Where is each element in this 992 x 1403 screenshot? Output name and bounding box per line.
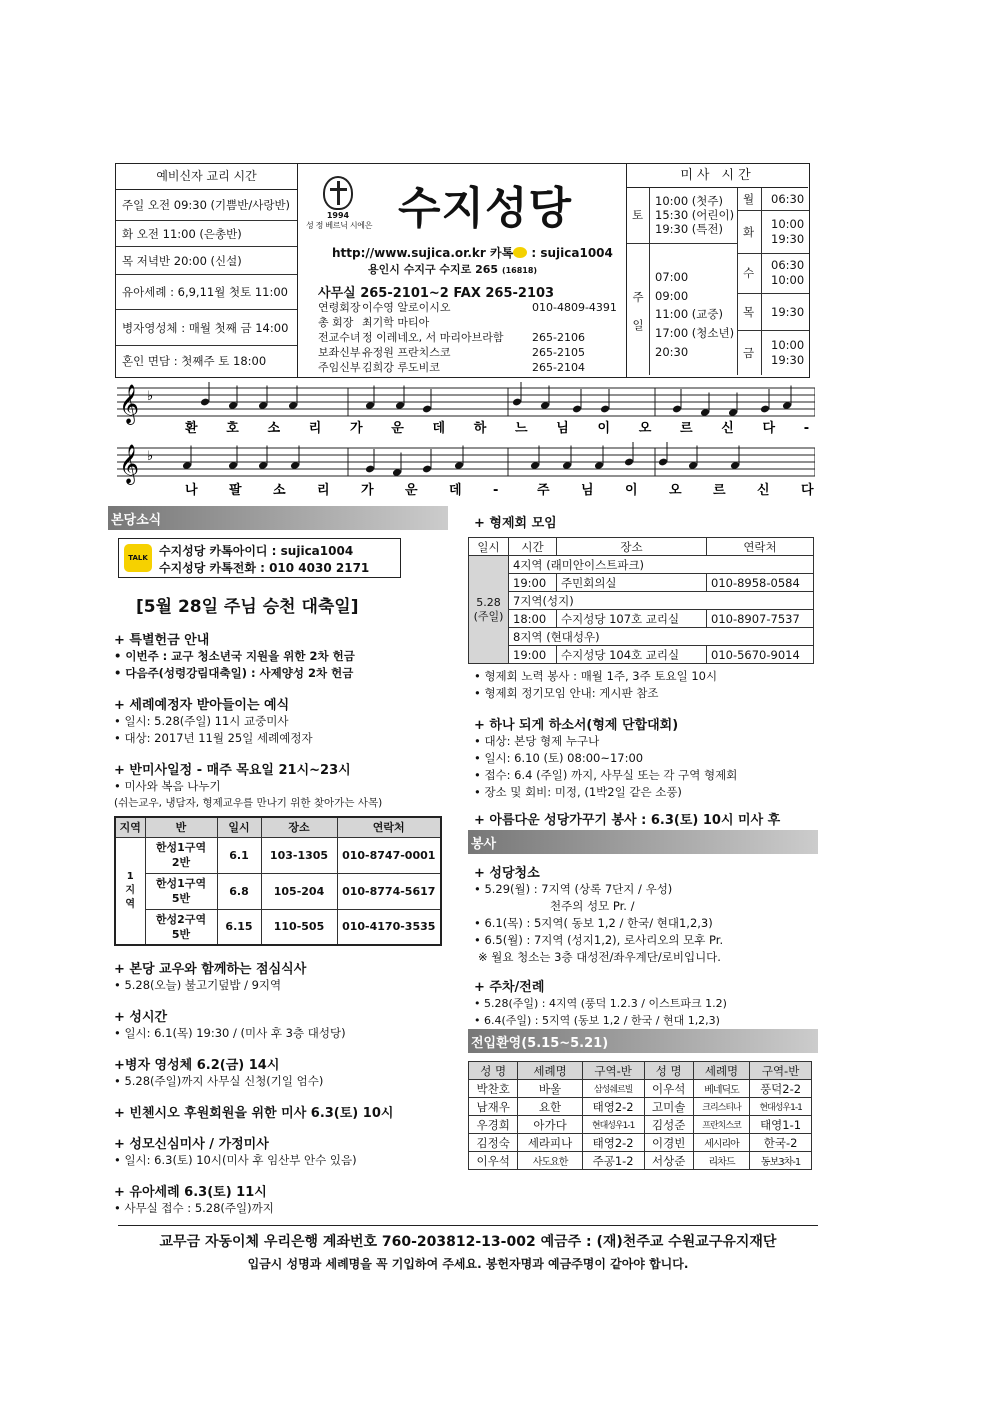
staff-name: 김희강 루도비코 <box>362 361 440 374</box>
name-cell: 이우석 <box>644 1080 693 1098</box>
district-cell: 동보3차-1 <box>750 1152 812 1170</box>
mass-time: 07:00 <box>655 270 689 284</box>
lyric-syllable: 데 <box>432 421 446 436</box>
notice-title: +병자 영성체 6.2(금) 14시 <box>114 1058 280 1073</box>
table-row <box>115 909 441 945</box>
place-cell: 수지성당 107호 교리실 <box>557 610 707 628</box>
place-cell: 주민회의실 <box>557 574 707 592</box>
table-header: 지역 <box>115 817 145 837</box>
district-cell: 주공1-2 <box>582 1152 644 1170</box>
district-cell: 풍덕2-2 <box>750 1080 812 1098</box>
mass-time: 09:00 <box>655 289 689 303</box>
kakao-id: : sujica1004 <box>531 246 613 260</box>
kakao-label: 카톡 <box>490 246 514 260</box>
church-logo <box>306 176 373 231</box>
time-cell: 18:00 <box>509 610 557 628</box>
table-row <box>115 837 441 873</box>
table-row <box>469 556 814 574</box>
mass-day-label: 금 <box>743 346 755 360</box>
mass-title: 미사 시간 <box>627 164 808 188</box>
mass-time: 19:30 (특전) <box>655 222 723 236</box>
notice-title: + 하나 되게 하소서(형제 단합대회) <box>474 718 679 733</box>
lyric-syllable: 신 <box>721 421 734 436</box>
lyric-syllable: 운 <box>391 421 404 436</box>
name-cell: 남재우 <box>469 1098 518 1116</box>
date-cell: 6.8 <box>217 873 261 909</box>
time-cell: 19:00 <box>509 646 557 664</box>
notice-line: 천주의 성모 Pr. / <box>550 899 635 913</box>
lyric-syllable: 하 <box>473 421 487 436</box>
table-row <box>469 1152 812 1170</box>
notice-parking <box>468 976 818 1029</box>
staff-phone: 265-2106 <box>532 331 585 344</box>
section-bar-welcome: 전입환영(5.15~5.21) <box>468 1029 818 1053</box>
catechism-row: 혼인 면담 : 첫째주 토 18:00 <box>122 354 267 368</box>
table-row <box>469 1080 812 1098</box>
lyric-syllable: 데 <box>449 483 462 498</box>
date-cell: 6.1 <box>217 837 261 873</box>
kakao-phone-line: 수지성당 카톡전화 : 010 4030 2171 <box>159 561 370 575</box>
district-cell: 현대성우1-1 <box>582 1116 644 1134</box>
brotherhood-notes <box>468 668 818 702</box>
address-text: 용인시 수지구 수지로 265 <box>368 263 499 276</box>
baptism-cell: 세라피나 <box>518 1134 582 1152</box>
feast-title: [5월 28일 주님 승천 대축일] <box>136 597 359 617</box>
name-cell: 우경희 <box>469 1116 518 1134</box>
lyric-syllable: 르 <box>713 483 726 498</box>
mass-schedule <box>626 164 808 377</box>
phone-cell: 010-5670-9014 <box>707 646 814 664</box>
notice-title: + 유아세례 6.3(토) 11시 <box>114 1185 267 1200</box>
notice-line: • 형제회 정기모임 안내: 게시판 참조 <box>474 686 659 700</box>
district-cell: 태영2-2 <box>582 1098 644 1116</box>
ban-cell: 한성2구역 5반 <box>145 909 217 945</box>
lyric-syllable: 팔 <box>229 483 242 498</box>
right-column <box>468 512 818 1170</box>
notice-line: • 일시: 6.10 (토) 08:00~17:00 <box>474 751 644 765</box>
name-cell: 고미솔 <box>644 1098 693 1116</box>
name-cell: 김성준 <box>644 1116 693 1134</box>
deposit-note: 입금시 성명과 세례명을 꼭 기입하여 주세요. 봉헌자명과 예금주명이 같아야 합니다. <box>247 1257 689 1271</box>
staff-role: 보좌신부 <box>318 346 361 359</box>
phone-cell: 010-8747-0001 <box>337 837 441 873</box>
mass-time: 17:00 (청소년) <box>655 326 735 340</box>
notice-line: • 6.4(주일) : 5지역 (동보 1,2 / 한국 / 현대 1,2,3) <box>474 1014 720 1027</box>
staff-role: 주임신부 <box>318 361 361 374</box>
zip-code: (16818) <box>501 266 538 275</box>
baptism-cell: 세시리아 <box>693 1134 749 1152</box>
catechism-row: 유아세례 : 6,9,11월 첫토 11:00 <box>116 275 297 310</box>
notice-title: + 성당청소 <box>474 866 540 881</box>
notice-note: (쉬는교우, 냉담자, 형제교우를 만나기 위한 찾아가는 사목) <box>114 797 383 809</box>
table-header: 연락처 <box>707 538 814 556</box>
notice-line: • 5.28(주일) : 4지역 (풍덕 1.2.3 / 이스트파크 1.2) <box>474 997 727 1010</box>
notice-unity-event <box>468 714 818 801</box>
table-row <box>469 628 814 646</box>
mass-day-label: 토 <box>632 208 644 222</box>
mass-table <box>627 188 808 375</box>
table-row <box>469 1098 812 1116</box>
table-row <box>469 610 814 628</box>
staff-name: 유정원 프란치스코 <box>362 346 451 359</box>
lyric-syllable: 님 <box>581 483 594 498</box>
table-header-row <box>469 1062 812 1080</box>
notice-title: + 성시간 <box>114 1010 168 1025</box>
lyric-syllable: 이 <box>597 421 611 436</box>
lyric-syllable: 르 <box>680 421 693 436</box>
kakao-box <box>118 538 401 578</box>
lyric-syllable: 운 <box>405 483 418 498</box>
staff-row <box>318 330 617 345</box>
staff-row <box>318 315 617 330</box>
staff-phone: 265-2104 <box>532 361 585 374</box>
district-cell: 한국-2 <box>750 1134 812 1152</box>
mass-time: 19:30 <box>771 353 805 367</box>
catechism-row: 병자영성체 : 매월 첫째 금 14:00 <box>116 310 297 346</box>
url-line <box>332 244 613 261</box>
mass-time: 20:30 <box>655 345 689 359</box>
notice-line: • 6.5(월) : 7지역 (성지1,2), 로사리오의 모후 Pr. <box>474 933 724 947</box>
notice-sick-communion <box>108 1054 448 1090</box>
region-cell: 1 지 역 <box>115 837 145 945</box>
table-row <box>469 646 814 664</box>
header-box <box>115 163 810 378</box>
lyric-syllable: 주 <box>537 483 550 498</box>
table-header: 장소 <box>261 817 337 837</box>
section-bar-parish-news: 본당소식 <box>108 506 448 530</box>
table-header: 일시 <box>469 538 509 556</box>
staff-name: 이수영 알로이시오 <box>362 301 451 314</box>
notice-holy-hour <box>108 1006 448 1042</box>
baptism-cell: 요한 <box>518 1098 582 1116</box>
table-header: 세례명 <box>693 1062 749 1080</box>
staff-phone: 010-4809-4391 <box>532 301 617 314</box>
kakao-talk-icon: TALK <box>124 544 152 572</box>
notice-cleaning <box>468 862 818 966</box>
kakao-icon <box>513 247 527 258</box>
ban-cell: 한성1구역 2반 <box>145 837 217 873</box>
catechism-row: 화 오전 11:00 (은총반) <box>116 221 297 247</box>
notice-line: ※ 월요 청소는 3층 대성전/좌우계단/로비입니다. <box>478 950 721 964</box>
mass-time: 11:00 (교중) <box>655 307 723 321</box>
name-cell: 박찬호 <box>469 1080 518 1098</box>
lyric-syllable: 느 <box>515 421 528 436</box>
place-cell: 105-204 <box>261 873 337 909</box>
notice-title: + 특별헌금 안내 <box>114 633 210 648</box>
mass-time: 19:30 <box>771 232 805 246</box>
table-header-row <box>469 538 814 556</box>
mass-time: 06:30 <box>771 192 805 206</box>
table-row <box>469 592 814 610</box>
footer <box>118 1225 818 1272</box>
staff-row <box>318 345 617 360</box>
mass-time: 10:00 (첫주) <box>655 194 723 208</box>
catechism-row: 주일 오전 09:30 (기쁨반/사랑반) <box>116 190 297 221</box>
mass-time: 19:30 <box>771 305 805 319</box>
mass-day-label: 주 일 <box>632 290 644 332</box>
place-cell: 103-1305 <box>261 837 337 873</box>
lyric-syllable: 가 <box>361 483 374 498</box>
phone-cell: 010-8907-7537 <box>707 610 814 628</box>
kakao-id-line: 수지성당 카톡아이디 : sujica1004 <box>159 544 354 558</box>
staff-name: 정 이레네오, 서 마리아브라함 <box>362 331 504 344</box>
bank-transfer-line: 교무금 자동이체 우리은행 계좌번호 760-203812-13-002 예금주 : (재)천주교 수원교구유지재단 <box>159 1234 777 1250</box>
notice-line: • 5.28(오늘) 불고기덮밥 / 9지역 <box>114 978 282 992</box>
staff-role: 전교수녀 <box>318 331 361 344</box>
website-link[interactable]: http://www.sujica.or.kr <box>332 246 486 260</box>
table-header: 반 <box>145 817 217 837</box>
name-cell: 이경빈 <box>644 1134 693 1152</box>
notice-line: • 대상: 본당 형제 누구나 <box>474 734 600 748</box>
baptism-cell: 아가다 <box>518 1116 582 1134</box>
ban-cell: 한성1구역 5반 <box>145 873 217 909</box>
lyric-syllable: 환 <box>185 421 198 436</box>
place-cell: 수지성당 104호 교리실 <box>557 646 707 664</box>
name-cell: 서상준 <box>644 1152 693 1170</box>
phone-cell: 010-8958-0584 <box>707 574 814 592</box>
mass-time: 10:00 <box>771 273 805 287</box>
church-name: 수지성당 <box>398 183 573 234</box>
cross-icon <box>323 176 353 210</box>
notice-lunch <box>108 958 448 994</box>
catechism-title: 예비신자 교리 시간 <box>116 164 297 190</box>
baptism-cell: 바울 <box>518 1080 582 1098</box>
table-header: 장소 <box>557 538 707 556</box>
table-header: 세례명 <box>518 1062 582 1080</box>
address <box>368 261 537 277</box>
mass-time: 10:00 <box>771 217 805 231</box>
notice-line: • 사무실 접수 : 5.28(주일)까지 <box>114 1201 274 1215</box>
date-cell: 5.28 (주일) <box>469 556 509 664</box>
logo-year: 1994 <box>326 211 350 220</box>
flat-icon: ♭ <box>147 389 154 404</box>
lyric-syllable: - <box>493 483 499 498</box>
lyric-syllable: 리 <box>317 483 330 498</box>
time-cell: 19:00 <box>509 574 557 592</box>
table-header: 성 명 <box>644 1062 693 1080</box>
notice-line: • 5.29(월) : 7지역 (상록 7단지 / 우성) <box>474 882 673 896</box>
mass-day-label: 목 <box>743 305 755 319</box>
staff-role: 총 회장 <box>318 316 354 329</box>
baptism-cell: 프란치스코 <box>693 1116 749 1134</box>
district-cell: 태영2-2 <box>582 1134 644 1152</box>
lyric-syllable: 오 <box>669 483 682 498</box>
notice-line: • 일시: 6.1(목) 19:30 / (미사 후 3층 대성당) <box>114 1026 346 1040</box>
staff-name: 최기학 마티아 <box>362 316 430 329</box>
lyric-syllable: 다 <box>762 421 776 436</box>
notice-line: • 형제회 노력 봉사 : 매월 1주, 3주 토요일 10시 <box>474 669 718 683</box>
region-cell: 4지역 (래미안이스트파크) <box>509 556 814 574</box>
notice-line: • 장소 및 회비: 미정, (1박2일 같은 소풍) <box>474 785 682 799</box>
mass-day-label: 화 <box>743 225 755 239</box>
notice-special-collection <box>108 629 448 682</box>
lyric-syllable: 님 <box>556 421 569 436</box>
lyric-syllable: 이 <box>625 483 638 498</box>
lyric-syllable: 나 <box>185 483 198 498</box>
catechism-schedule <box>116 164 298 377</box>
table-header: 구역-반 <box>750 1062 812 1080</box>
logo-name: 성 정 베르닉 시에은 <box>306 221 373 230</box>
mass-day-label: 월 <box>743 192 755 206</box>
notice-line: • 5.28(주일)까지 사무실 신청(기일 엄수) <box>114 1074 324 1088</box>
welcome-table <box>468 1061 812 1170</box>
district-cell: 태영1-1 <box>750 1116 812 1134</box>
table-row <box>469 574 814 592</box>
treble-clef-icon: 𝄞 <box>119 444 140 484</box>
region-cell: 7지역(성지) <box>509 592 814 610</box>
name-cell: 이우석 <box>469 1152 518 1170</box>
baptism-cell: 사도요한 <box>518 1152 582 1170</box>
mass-day-label: 수 <box>743 266 755 280</box>
hymn-score <box>115 380 815 500</box>
staff-list <box>318 300 617 375</box>
lyric-syllable: 소 <box>267 421 281 436</box>
baptism-cell: 베네딕도 <box>693 1080 749 1098</box>
table-header: 일시 <box>217 817 261 837</box>
music-staff <box>115 380 815 500</box>
section-bar-service: 봉사 <box>468 830 818 854</box>
district-cell: 삼성쉐르빌 <box>582 1080 644 1098</box>
notice-line: • 다음주(성령강림대축일) : 사제양성 2차 헌금 <box>114 666 354 680</box>
brotherhood-table <box>468 537 814 664</box>
table-header: 연락처 <box>337 817 441 837</box>
district-cell: 현대성우1-1 <box>750 1098 812 1116</box>
lyric-syllable: 오 <box>638 421 652 436</box>
notice-catechumen-rite <box>108 694 448 747</box>
notice-infant-baptism <box>108 1181 448 1217</box>
notice-beautify-church: + 아름다운 성당가꾸기 봉사 : 6.3(토) 10시 미사 후 <box>474 813 781 828</box>
mass-time: 15:30 (어린이) <box>655 208 735 222</box>
mass-time: 06:30 <box>771 258 805 272</box>
phone-cell: 010-8774-5617 <box>337 873 441 909</box>
table-row <box>115 873 441 909</box>
notice-line: • 일시: 5.28(주일) 11시 교중미사 <box>114 714 289 728</box>
name-cell: 김정숙 <box>469 1134 518 1152</box>
table-header: 성 명 <box>469 1062 518 1080</box>
staff-row <box>318 360 617 375</box>
notice-vincent-mass <box>108 1102 448 1121</box>
treble-clef-icon: 𝄞 <box>119 384 140 424</box>
notice-title: + 세례예정자 받아들이는 예식 <box>114 698 290 713</box>
table-row <box>469 1134 812 1152</box>
place-cell: 110-505 <box>261 909 337 945</box>
table-header: 구역-반 <box>582 1062 644 1080</box>
table-header-row <box>115 817 441 837</box>
notice-title: + 빈첸시오 후원회원을 위한 미사 6.3(토) 10시 <box>114 1106 394 1121</box>
table-row <box>469 1116 812 1134</box>
lyric-syllable: 다 <box>801 483 814 498</box>
baptism-cell: 크리스티나 <box>693 1098 749 1116</box>
notice-line: • 일시: 6.3(토) 10시(미사 후 임산부 안수 있음) <box>114 1153 357 1167</box>
catechism-row: 목 저녁반 20:00 (신설) <box>116 247 297 275</box>
phone-cell: 010-4170-3535 <box>337 909 441 945</box>
lyric-syllable: 소 <box>273 483 286 498</box>
office-phone: 사무실 265-2101~2 FAX 265-2103 <box>318 286 555 301</box>
notice-line: • 접수: 6.4 (주일) 까지, 사무실 또는 각 구역 형제회 <box>474 768 738 782</box>
region-cell: 8지역 (현대성우) <box>509 628 814 646</box>
lyric-syllable: - <box>803 421 810 436</box>
notice-line: • 대상: 2017년 11월 25일 세례예정자 <box>114 731 313 745</box>
left-column <box>108 506 448 1217</box>
lyric-syllable: 호 <box>226 421 239 436</box>
lyric-syllable: 리 <box>308 421 322 436</box>
notice-line: • 이번주 : 교구 청소년국 지원을 위한 2차 헌금 <box>114 649 355 663</box>
staff-row <box>318 300 617 315</box>
notice-line: • 6.1(목) : 5지역( 동보 1,2 / 한국/ 현대1,2,3) <box>474 916 713 930</box>
staff-phone: 265-2105 <box>532 346 585 359</box>
notice-title: + 성모신심미사 / 가정미사 <box>114 1137 269 1152</box>
church-info <box>298 164 626 377</box>
brotherhood-title: + 형제회 모임 <box>474 516 557 531</box>
notice-title: + 반미사일정 - 매주 목요일 21시~23시 <box>114 763 351 778</box>
flat-icon: ♭ <box>147 449 154 464</box>
lyric-syllable: 가 <box>350 421 363 436</box>
notice-line: • 미사와 복음 나누기 <box>114 779 221 793</box>
notice-title: + 본당 교우와 함께하는 점심식사 <box>114 962 307 977</box>
baptism-cell: 리차드 <box>693 1152 749 1170</box>
notice-marian-mass <box>108 1133 448 1169</box>
staff-role: 연령회장 <box>318 301 361 314</box>
notice-ban-mass <box>108 759 448 812</box>
ban-mass-table <box>114 816 442 946</box>
mass-time: 10:00 <box>771 338 805 352</box>
date-cell: 6.15 <box>217 909 261 945</box>
lyric-syllable: 신 <box>757 483 770 498</box>
notice-title: + 주차/전례 <box>474 980 545 995</box>
table-header: 시간 <box>509 538 557 556</box>
